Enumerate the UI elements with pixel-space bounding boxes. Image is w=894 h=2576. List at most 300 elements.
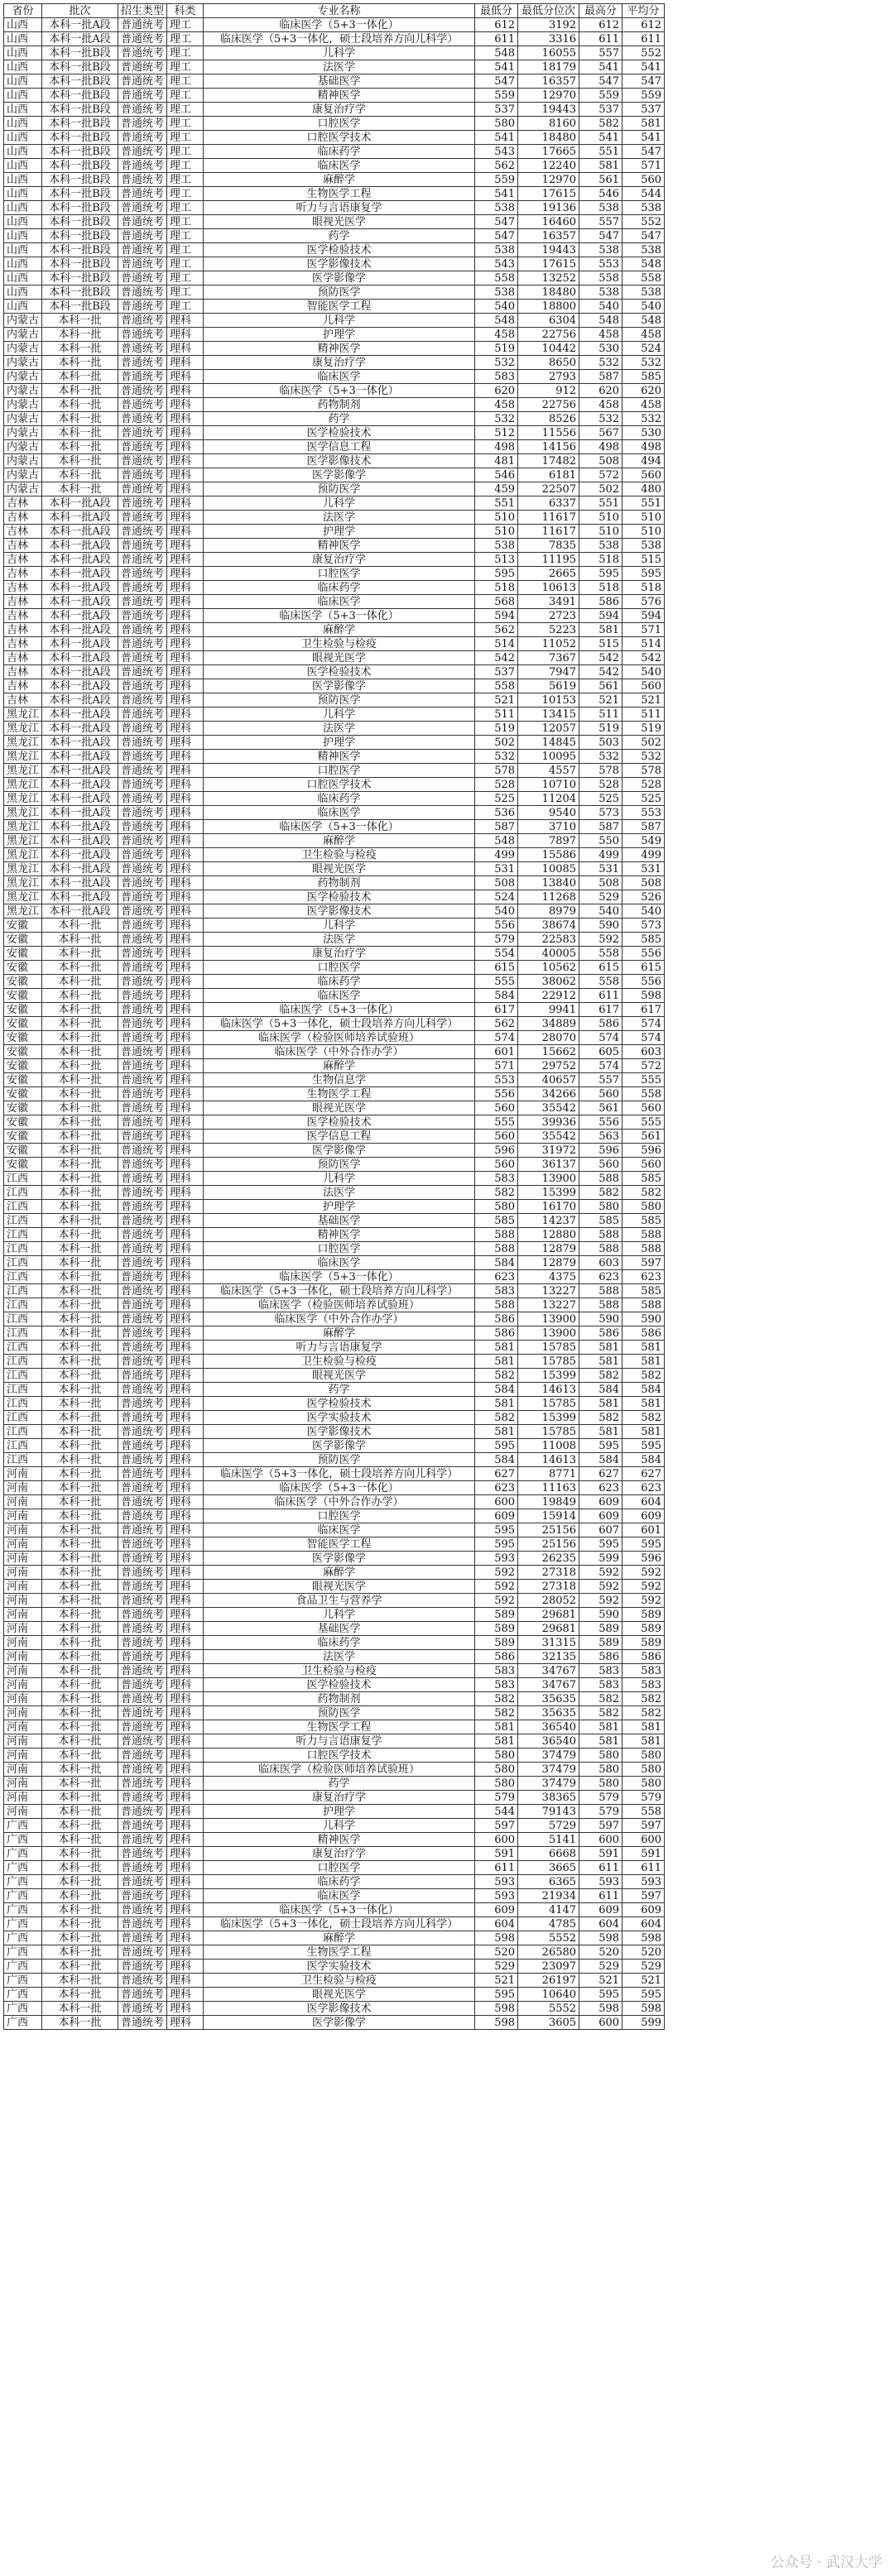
min-rank-cell: 4375 (518, 1270, 579, 1284)
subject-cell: 理科 (167, 1383, 204, 1397)
subject-cell: 理科 (167, 820, 204, 834)
min-rank-cell: 3491 (518, 595, 579, 609)
max-score-cell: 598 (579, 2002, 622, 2016)
province-cell: 河南 (4, 1636, 42, 1650)
min-rank-cell: 12057 (518, 722, 579, 736)
avg-score-cell: 595 (622, 567, 665, 581)
province-cell: 河南 (4, 1608, 42, 1622)
batch-cell: 本科一批 (42, 1861, 118, 1875)
min-score-cell: 502 (475, 736, 518, 750)
major-cell: 护理学 (204, 328, 475, 342)
province-cell: 山西 (4, 173, 42, 187)
max-score-cell: 586 (579, 1650, 622, 1664)
subject-cell: 理科 (167, 384, 204, 398)
batch-cell: 本科一批 (42, 1791, 118, 1805)
min-score-cell: 538 (475, 243, 518, 257)
min-score-cell: 623 (475, 1270, 518, 1284)
table-row (4, 1988, 665, 2002)
min-score-cell: 547 (475, 215, 518, 229)
min-score-cell: 623 (475, 1481, 518, 1495)
subject-cell: 理科 (167, 1017, 204, 1031)
avg-score-cell: 531 (622, 862, 665, 876)
province-cell: 山西 (4, 74, 42, 89)
major-cell: 口腔医学 (204, 961, 475, 975)
admission-type-cell: 普通统考 (118, 1552, 167, 1566)
admission-type-cell: 普通统考 (118, 1467, 167, 1481)
max-score-cell: 498 (579, 440, 622, 454)
max-score-cell: 620 (579, 384, 622, 398)
batch-cell: 本科一批A段 (42, 679, 118, 693)
major-cell: 临床医学 (204, 159, 475, 173)
max-score-cell: 605 (579, 1045, 622, 1059)
province-cell: 安徽 (4, 1101, 42, 1115)
major-cell: 卫生检验与检疫 (204, 1355, 475, 1369)
min-score-cell: 620 (475, 384, 518, 398)
admission-type-cell: 普通统考 (118, 1763, 167, 1777)
major-cell: 药物制剂 (204, 398, 475, 412)
admission-type-cell: 普通统考 (118, 1594, 167, 1608)
subject-cell: 理科 (167, 1439, 204, 1453)
admission-type-cell: 普通统考 (118, 1130, 167, 1144)
table-row (4, 271, 665, 285)
min-score-cell: 584 (475, 1256, 518, 1270)
max-score-cell: 609 (579, 1509, 622, 1523)
min-rank-cell: 12970 (518, 89, 579, 103)
max-score-cell: 593 (579, 1875, 622, 1889)
avg-score-cell: 544 (622, 187, 665, 201)
admission-type-cell: 普通统考 (118, 454, 167, 468)
table-row (4, 1861, 665, 1875)
min-rank-cell: 5619 (518, 679, 579, 693)
batch-cell: 本科一批B段 (42, 285, 118, 300)
min-rank-cell: 5141 (518, 1833, 579, 1847)
watermark-text: 公众号 · 武汉大学 (770, 2554, 882, 2571)
avg-score-cell: 582 (622, 1706, 665, 1720)
avg-score-cell: 542 (622, 651, 665, 665)
max-score-cell: 611 (579, 1889, 622, 1903)
admission-type-cell: 普通统考 (118, 300, 167, 314)
admission-type-cell: 普通统考 (118, 1566, 167, 1580)
subject-cell: 理科 (167, 412, 204, 426)
subject-cell: 理科 (167, 947, 204, 961)
batch-cell: 本科一批B段 (42, 201, 118, 215)
max-score-cell: 587 (579, 820, 622, 834)
table-row (4, 1326, 665, 1341)
subject-cell: 理科 (167, 1101, 204, 1115)
max-score-cell: 588 (579, 1228, 622, 1242)
major-cell: 眼视光医学 (204, 1580, 475, 1594)
batch-cell: 本科一批 (42, 1692, 118, 1706)
min-rank-cell: 22756 (518, 398, 579, 412)
subject-cell: 理科 (167, 1791, 204, 1805)
min-score-cell: 541 (475, 60, 518, 74)
max-score-cell: 581 (579, 1355, 622, 1369)
admission-type-cell: 普通统考 (118, 1425, 167, 1439)
min-score-cell: 556 (475, 1087, 518, 1101)
subject-cell: 理科 (167, 1158, 204, 1172)
avg-score-cell: 573 (622, 919, 665, 933)
avg-score-cell: 537 (622, 103, 665, 117)
avg-score-cell: 529 (622, 1960, 665, 1974)
major-cell: 医学检验技术 (204, 1678, 475, 1692)
min-rank-cell: 2723 (518, 609, 579, 623)
table-row (4, 1734, 665, 1749)
max-score-cell: 537 (579, 103, 622, 117)
avg-score-cell: 581 (622, 1720, 665, 1734)
admission-type-cell: 普通统考 (118, 103, 167, 117)
province-cell: 江西 (4, 1312, 42, 1326)
avg-score-cell: 585 (622, 1172, 665, 1186)
subject-cell: 理科 (167, 1678, 204, 1692)
min-rank-cell: 11008 (518, 1439, 579, 1453)
subject-cell: 理工 (167, 117, 204, 131)
major-cell: 法医学 (204, 60, 475, 74)
province-cell: 广西 (4, 1945, 42, 1960)
province-cell: 黑龙江 (4, 708, 42, 722)
table-row (4, 1749, 665, 1763)
avg-score-cell: 560 (622, 1158, 665, 1172)
min-score-cell: 571 (475, 1059, 518, 1073)
table-row (4, 1369, 665, 1383)
min-score-cell: 548 (475, 46, 518, 60)
min-rank-cell: 35635 (518, 1692, 579, 1706)
avg-score-cell: 540 (622, 904, 665, 919)
col-header-max-score: 最高分 (579, 4, 622, 18)
min-rank-cell: 6304 (518, 314, 579, 328)
table-row (4, 1875, 665, 1889)
batch-cell: 本科一批B段 (42, 300, 118, 314)
min-rank-cell: 8771 (518, 1467, 579, 1481)
min-score-cell: 591 (475, 1847, 518, 1861)
major-cell: 预防医学 (204, 285, 475, 300)
min-score-cell: 459 (475, 482, 518, 496)
min-rank-cell: 28052 (518, 1594, 579, 1608)
admission-type-cell: 普通统考 (118, 1495, 167, 1509)
batch-cell: 本科一批 (42, 1819, 118, 1833)
min-score-cell: 604 (475, 1917, 518, 1931)
table-row (4, 300, 665, 314)
min-rank-cell: 16357 (518, 74, 579, 89)
min-rank-cell: 14613 (518, 1453, 579, 1467)
batch-cell: 本科一批 (42, 1552, 118, 1566)
major-cell: 儿科学 (204, 919, 475, 933)
admission-type-cell: 普通统考 (118, 187, 167, 201)
province-cell: 安徽 (4, 1003, 42, 1017)
min-score-cell: 580 (475, 1200, 518, 1214)
table-row (4, 947, 665, 961)
province-cell: 山西 (4, 257, 42, 271)
subject-cell: 理工 (167, 46, 204, 60)
subject-cell: 理科 (167, 1467, 204, 1481)
admission-type-cell: 普通统考 (118, 1664, 167, 1678)
subject-cell: 理工 (167, 173, 204, 187)
table-row (4, 32, 665, 46)
avg-score-cell: 480 (622, 482, 665, 496)
admission-type-cell: 普通统考 (118, 1537, 167, 1552)
table-row (4, 1341, 665, 1355)
avg-score-cell: 518 (622, 581, 665, 595)
subject-cell: 理工 (167, 201, 204, 215)
admission-type-cell: 普通统考 (118, 1720, 167, 1734)
province-cell: 广西 (4, 1847, 42, 1861)
max-score-cell: 581 (579, 159, 622, 173)
table-row (4, 1439, 665, 1453)
province-cell: 广西 (4, 1903, 42, 1917)
subject-cell: 理科 (167, 834, 204, 848)
province-cell: 河南 (4, 1552, 42, 1566)
min-rank-cell: 11556 (518, 426, 579, 440)
min-score-cell: 555 (475, 1115, 518, 1130)
major-cell: 临床医学（5+3一体化，硕士段培养方向儿科学） (204, 1017, 475, 1031)
avg-score-cell: 561 (622, 1130, 665, 1144)
min-score-cell: 542 (475, 651, 518, 665)
table-row (4, 1636, 665, 1650)
max-score-cell: 588 (579, 1284, 622, 1298)
province-cell: 黑龙江 (4, 806, 42, 820)
min-score-cell: 584 (475, 1383, 518, 1397)
admission-type-cell: 普通统考 (118, 1144, 167, 1158)
province-cell: 山西 (4, 117, 42, 131)
admission-type-cell: 普通统考 (118, 1875, 167, 1889)
min-rank-cell: 11163 (518, 1481, 579, 1495)
min-score-cell: 546 (475, 468, 518, 482)
major-cell: 口腔医学 (204, 117, 475, 131)
major-cell: 护理学 (204, 1200, 475, 1214)
major-cell: 麻醉学 (204, 1059, 475, 1073)
max-score-cell: 542 (579, 665, 622, 679)
min-rank-cell: 17665 (518, 145, 579, 159)
table-row (4, 750, 665, 764)
max-score-cell: 538 (579, 539, 622, 553)
subject-cell: 理工 (167, 60, 204, 74)
subject-cell: 理科 (167, 736, 204, 750)
table-row (4, 468, 665, 482)
table-row (4, 525, 665, 539)
min-score-cell: 499 (475, 848, 518, 862)
max-score-cell: 600 (579, 1833, 622, 1847)
min-score-cell: 551 (475, 496, 518, 511)
batch-cell: 本科一批 (42, 1509, 118, 1523)
avg-score-cell: 592 (622, 1580, 665, 1594)
batch-cell: 本科一批B段 (42, 60, 118, 74)
major-cell: 临床药学 (204, 1875, 475, 1889)
major-cell: 康复治疗学 (204, 553, 475, 567)
min-score-cell: 596 (475, 1144, 518, 1158)
table-row (4, 187, 665, 201)
min-rank-cell: 912 (518, 384, 579, 398)
table-row (4, 370, 665, 384)
batch-cell: 本科一批 (42, 328, 118, 342)
admission-type-cell: 普通统考 (118, 1326, 167, 1341)
province-cell: 黑龙江 (4, 764, 42, 778)
batch-cell: 本科一批A段 (42, 581, 118, 595)
table-row (4, 1552, 665, 1566)
min-rank-cell: 21934 (518, 1889, 579, 1903)
min-score-cell: 540 (475, 300, 518, 314)
admission-type-cell: 普通统考 (118, 1889, 167, 1903)
avg-score-cell: 620 (622, 384, 665, 398)
avg-score-cell: 521 (622, 1974, 665, 1988)
min-score-cell: 611 (475, 1861, 518, 1875)
batch-cell: 本科一批 (42, 1003, 118, 1017)
major-cell: 儿科学 (204, 46, 475, 60)
major-cell: 医学影像学 (204, 1144, 475, 1158)
min-rank-cell: 10095 (518, 750, 579, 764)
table-row (4, 919, 665, 933)
province-cell: 山西 (4, 145, 42, 159)
min-rank-cell: 38674 (518, 919, 579, 933)
table-row (4, 229, 665, 243)
admission-type-cell: 普通统考 (118, 1397, 167, 1411)
min-score-cell: 579 (475, 933, 518, 947)
batch-cell: 本科一批B段 (42, 215, 118, 229)
min-rank-cell: 7835 (518, 539, 579, 553)
province-cell: 吉林 (4, 623, 42, 637)
major-cell: 医学影像技术 (204, 904, 475, 919)
subject-cell: 理科 (167, 1622, 204, 1636)
max-score-cell: 581 (579, 1397, 622, 1411)
province-cell: 河南 (4, 1566, 42, 1580)
max-score-cell: 579 (579, 1805, 622, 1819)
batch-cell: 本科一批 (42, 1453, 118, 1467)
major-cell: 卫生检验与检疫 (204, 1664, 475, 1678)
min-score-cell: 562 (475, 159, 518, 173)
batch-cell: 本科一批A段 (42, 665, 118, 679)
subject-cell: 理科 (167, 539, 204, 553)
admission-type-cell: 普通统考 (118, 1087, 167, 1101)
major-cell: 临床医学 (204, 595, 475, 609)
avg-score-cell: 458 (622, 328, 665, 342)
province-cell: 山西 (4, 285, 42, 300)
table-row (4, 342, 665, 356)
avg-score-cell: 581 (622, 1734, 665, 1749)
min-rank-cell: 12879 (518, 1256, 579, 1270)
province-cell: 江西 (4, 1425, 42, 1439)
min-score-cell: 520 (475, 1945, 518, 1960)
province-cell: 山西 (4, 159, 42, 173)
batch-cell: 本科一批A段 (42, 890, 118, 904)
min-rank-cell: 5552 (518, 1931, 579, 1945)
table-row (4, 1495, 665, 1509)
major-cell: 智能医学工程 (204, 300, 475, 314)
major-cell: 生物医学工程 (204, 1720, 475, 1734)
min-rank-cell: 16170 (518, 1200, 579, 1214)
admission-type-cell: 普通统考 (118, 145, 167, 159)
admission-type-cell: 普通统考 (118, 1861, 167, 1875)
avg-score-cell: 589 (622, 1622, 665, 1636)
province-cell: 山西 (4, 89, 42, 103)
province-cell: 河南 (4, 1791, 42, 1805)
province-cell: 江西 (4, 1355, 42, 1369)
table-row (4, 215, 665, 229)
min-score-cell: 537 (475, 103, 518, 117)
table-row (4, 1903, 665, 1917)
min-score-cell: 555 (475, 975, 518, 989)
subject-cell: 理科 (167, 1031, 204, 1045)
min-rank-cell: 32135 (518, 1650, 579, 1664)
province-cell: 内蒙古 (4, 370, 42, 384)
avg-score-cell: 597 (622, 1889, 665, 1903)
batch-cell: 本科一批A段 (42, 595, 118, 609)
province-cell: 内蒙古 (4, 440, 42, 454)
batch-cell: 本科一批 (42, 356, 118, 370)
batch-cell: 本科一批 (42, 2016, 118, 2030)
subject-cell: 理科 (167, 1341, 204, 1355)
admission-type-cell: 普通统考 (118, 2002, 167, 2016)
province-cell: 内蒙古 (4, 342, 42, 356)
avg-score-cell: 596 (622, 1552, 665, 1566)
admission-type-cell: 普通统考 (118, 1031, 167, 1045)
table-row (4, 173, 665, 187)
max-score-cell: 582 (579, 1692, 622, 1706)
min-rank-cell: 10153 (518, 693, 579, 708)
batch-cell: 本科一批 (42, 1636, 118, 1650)
table-row (4, 1200, 665, 1214)
batch-cell: 本科一批 (42, 1903, 118, 1917)
max-score-cell: 586 (579, 1017, 622, 1031)
batch-cell: 本科一批A段 (42, 834, 118, 848)
min-rank-cell: 3605 (518, 2016, 579, 2030)
province-cell: 河南 (4, 1763, 42, 1777)
min-score-cell: 547 (475, 74, 518, 89)
table-row (4, 482, 665, 496)
min-score-cell: 601 (475, 1045, 518, 1059)
table-row (4, 1580, 665, 1594)
major-cell: 临床医学（5+3一体化） (204, 1481, 475, 1495)
max-score-cell: 590 (579, 919, 622, 933)
min-rank-cell: 5552 (518, 2002, 579, 2016)
major-cell: 医学检验技术 (204, 426, 475, 440)
table-row (4, 1523, 665, 1537)
max-score-cell: 525 (579, 792, 622, 806)
admission-type-cell: 普通统考 (118, 1692, 167, 1706)
min-score-cell: 511 (475, 708, 518, 722)
major-cell: 卫生检验与检疫 (204, 637, 475, 651)
subject-cell: 理科 (167, 904, 204, 919)
min-rank-cell: 29681 (518, 1622, 579, 1636)
admission-type-cell: 普通统考 (118, 159, 167, 173)
min-rank-cell: 19136 (518, 201, 579, 215)
avg-score-cell: 547 (622, 145, 665, 159)
avg-score-cell: 597 (622, 1256, 665, 1270)
admission-type-cell: 普通统考 (118, 426, 167, 440)
province-cell: 安徽 (4, 1115, 42, 1130)
batch-cell: 本科一批B段 (42, 271, 118, 285)
max-score-cell: 588 (579, 1172, 622, 1186)
province-cell: 广西 (4, 1974, 42, 1988)
batch-cell: 本科一批A段 (42, 806, 118, 820)
min-rank-cell: 23097 (518, 1960, 579, 1974)
admission-type-cell: 普通统考 (118, 285, 167, 300)
subject-cell: 理科 (167, 778, 204, 792)
avg-score-cell: 538 (622, 285, 665, 300)
max-score-cell: 553 (579, 257, 622, 271)
subject-cell: 理科 (167, 1988, 204, 2002)
min-rank-cell: 15785 (518, 1397, 579, 1411)
province-cell: 广西 (4, 1875, 42, 1889)
min-rank-cell: 37479 (518, 1777, 579, 1791)
max-score-cell: 551 (579, 145, 622, 159)
avg-score-cell: 580 (622, 1749, 665, 1763)
subject-cell: 理科 (167, 1495, 204, 1509)
province-cell: 广西 (4, 2002, 42, 2016)
avg-score-cell: 595 (622, 1988, 665, 2002)
subject-cell: 理工 (167, 32, 204, 46)
province-cell: 河南 (4, 1749, 42, 1763)
max-score-cell: 540 (579, 904, 622, 919)
max-score-cell: 592 (579, 1594, 622, 1608)
major-cell: 康复治疗学 (204, 947, 475, 961)
